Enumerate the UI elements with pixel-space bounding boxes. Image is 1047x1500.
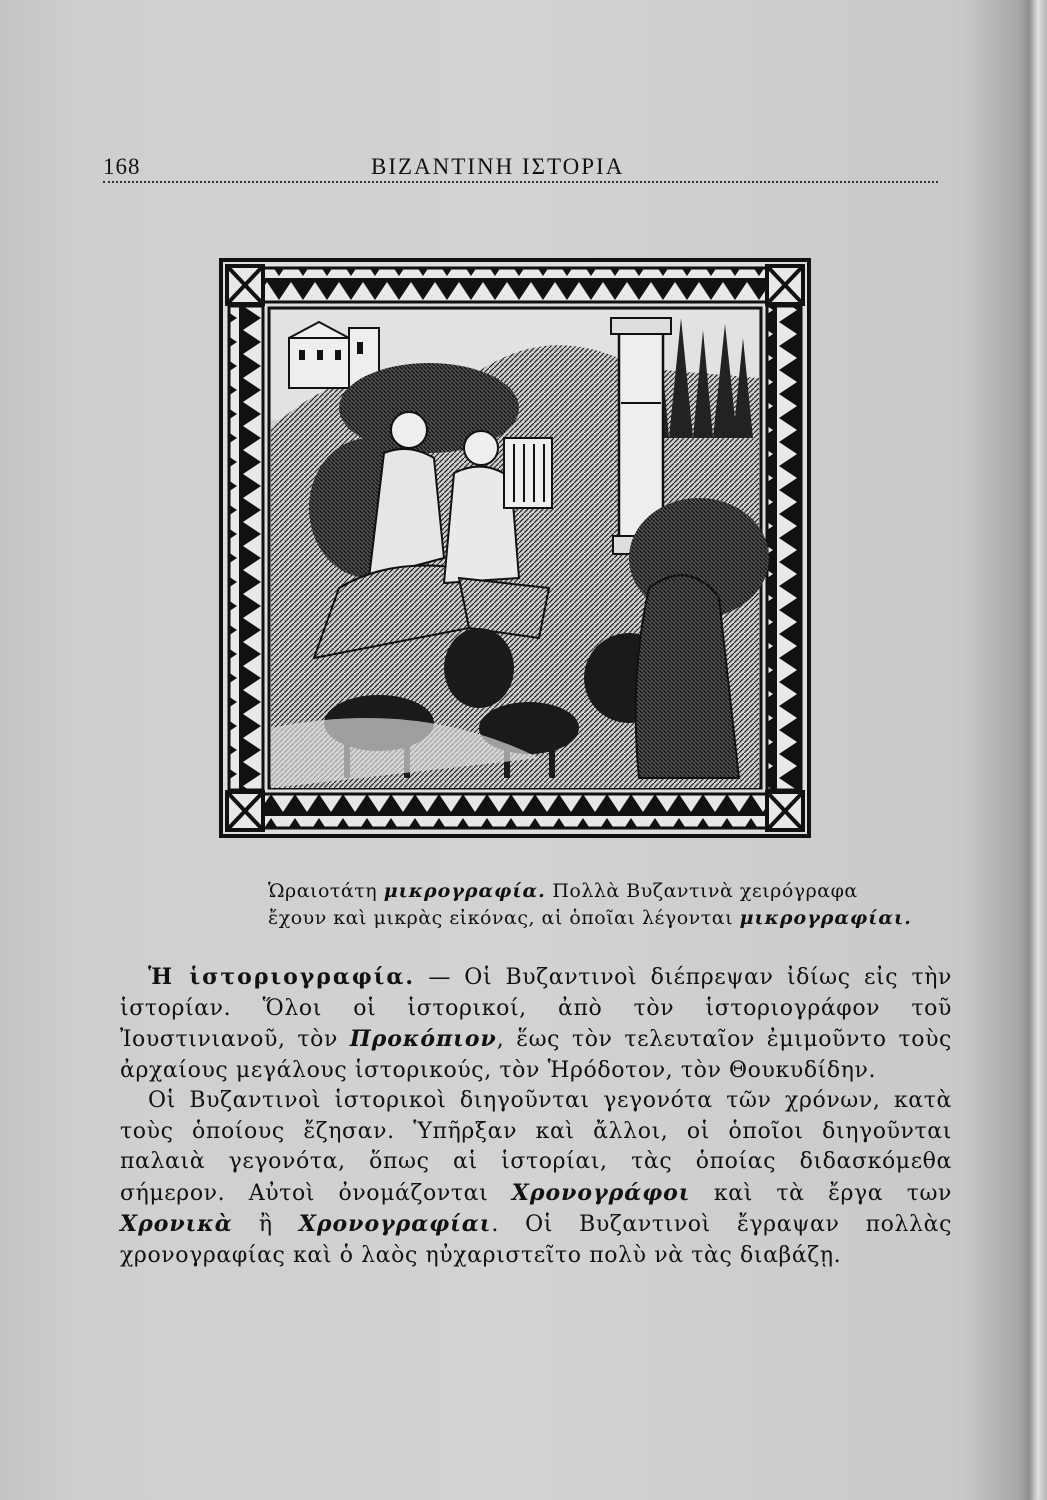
section-heading: Ἡ ἱστοριογραφία. xyxy=(148,964,416,990)
caption-text: Πολλὰ Βυζαντινὰ χειρόγραφα xyxy=(545,880,858,902)
paragraph-text: καὶ τὰ ἔργα των xyxy=(690,1180,953,1206)
caption-text: Ὡραιοτάτη xyxy=(268,880,384,902)
caption-term: μικρογραφία. xyxy=(383,880,546,902)
body-text xyxy=(120,962,952,1271)
caption-line-1 xyxy=(268,878,868,905)
emphasized-term: Χρονογραφίαι xyxy=(298,1211,492,1237)
paragraph-text: . Οἱ Βυζαντινοὶ ἔγραψαν πολλὰς χρονογραφίας καὶ ὁ λαὸς ηὐχαριστεῖτο πολὺ νὰ τὰς διαβάζῃ. xyxy=(120,1212,952,1268)
paragraph-chroniclers xyxy=(120,1086,952,1271)
caption-term: μικρογραφίαι. xyxy=(739,907,912,929)
paragraph-text: — Οἱ Βυζαντινοὶ διέπρεψαν ἰδίως εἰς τὴν ἱστορίαν. Ὅλοι οἱ ἱστορικοί, ἀπὸ τὸν ἱστοριογράφον τοῦ Ἰουστινιανοῦ, τὸν xyxy=(120,965,952,1052)
page-edge-shadow xyxy=(1017,0,1047,1500)
caption-line-2 xyxy=(268,905,912,932)
header-rule xyxy=(103,181,938,183)
emphasized-term: Χρονογράφοι xyxy=(511,1179,691,1206)
page-number: 168 xyxy=(103,154,141,179)
paragraph-text: ἢ xyxy=(232,1212,299,1237)
running-title: ΒΙΖΑΝΤΙΝΗ ΙΣΤΟΡΙΑ xyxy=(371,154,625,179)
byzantine-miniature-illustration-icon xyxy=(219,258,811,838)
miniature-illustration xyxy=(219,258,811,838)
paragraph-text: Οἱ Βυζαντινοὶ ἱστορικοὶ διηγοῦνται γεγονότα τῶν χρόνων, κατὰ τοὺς ὁποίους ἔζησαν. Ὑπῆρξαν καὶ ἄλλοι, οἱ ὁποῖοι διηγοῦνται παλαιὰ γεγονότα, ὅπως αἱ ἱστορίαι, τὰς ὁποίας διδασκόμεθα σήμερον. Αὐτοὶ ὀνομάζονται xyxy=(120,1088,952,1206)
figure-caption xyxy=(268,878,912,932)
paragraph-historiography xyxy=(120,962,952,1086)
caption-text: ἔχουν καὶ μικρὰς εἰκόνας, αἱ ὁποῖαι λέγονται xyxy=(268,907,740,929)
page-header xyxy=(103,152,938,184)
paragraph-text: , ἕως τὸν τελευταῖον ἐμιμοῦντο τοὺς ἀρχαίους μεγάλους ἱστορικούς, τὸν Ἡρόδοτον, τὸν Θουκυδίδην. xyxy=(120,1027,952,1083)
emphasized-term: Χρονικὰ xyxy=(120,1211,233,1237)
emphasized-term: Προκόπιον xyxy=(349,1026,497,1052)
